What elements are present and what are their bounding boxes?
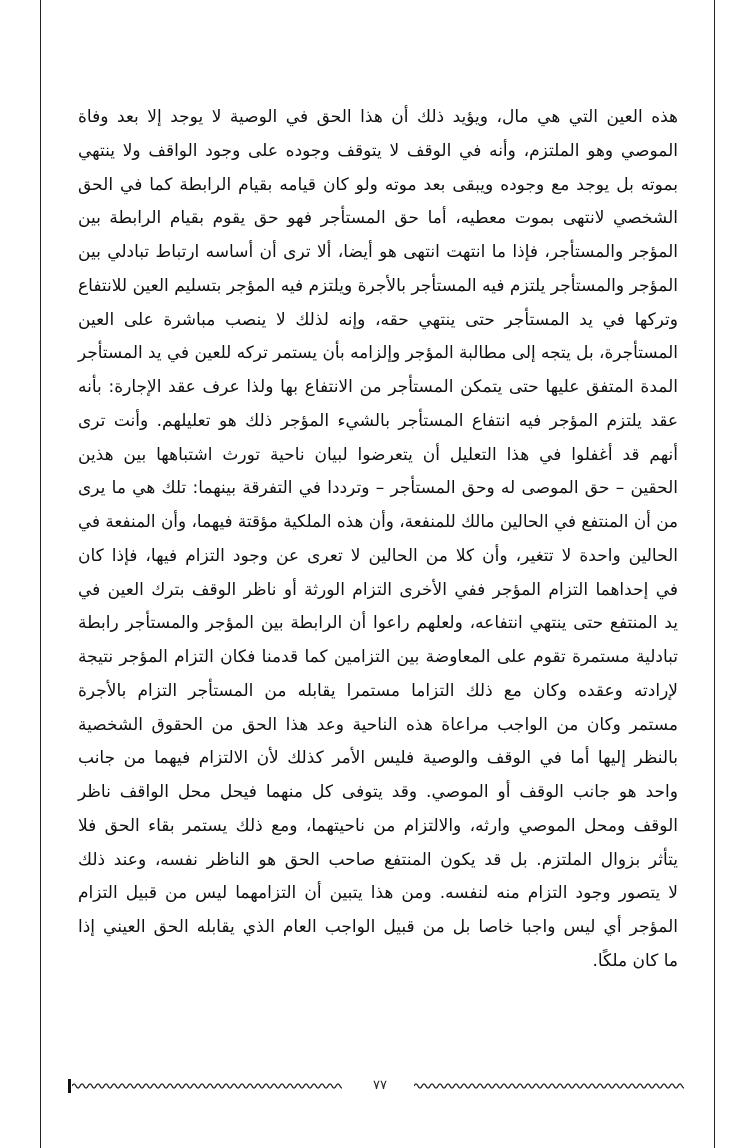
text-line: عقد يلتزم المؤجر فيه انتفاع المستأجر بالشيء المؤجر ذلك هو تعليلهم. وأنت ترى — [78, 410, 678, 431]
text-line: الوقف ومحل الموصي وارثه، والالتزام من ناحيتهما، ومع ذلك يستمر بقاء الحق فلا — [78, 815, 678, 836]
body-text — [78, 101, 678, 979]
text-line: هذه العين التي هي مال، ويؤيد ذلك أن هذا الحق في الوصية لا يوجد إلا بعد وفاة — [78, 107, 678, 127]
page-border-right — [714, 0, 715, 1148]
text-line: أنهم قد أغفلوا في هذا التعليل أن يتعرضوا لبيان ناحية تورث اشتباهها بين هذين — [78, 444, 678, 465]
text-line: في إحداهما التزام المؤجر ففي الأخرى التزام الورثة أو ناظر الوقف بترك العين في — [78, 579, 678, 600]
footer-wavy-rule-left — [72, 1080, 342, 1092]
text-line: بموته بل يوجد مع وجوده ويبقى بعد موته ولو كان قيامه بقيام الرابطة كما في الحق — [78, 174, 678, 195]
text-line: المدة المتفق عليها حتى يتمكن المستأجر من الانتفاع بها ولذا عرف عقد الإجارة: بأنه — [78, 377, 678, 397]
text-line: لا يتصور وجود التزام منه لنفسه. ومن هذا يتبين أن التزامهما ليس من قبيل التزام — [78, 883, 678, 904]
text-line: المؤجر والمستأجر، فإذا ما انتهت انتهى هو أيضا، ألا ترى أن أساسه ارتباط تبادلي بين — [78, 242, 678, 262]
text-line: ما كان ملكًا. — [592, 950, 678, 971]
text-line: واحد هو جانب الوقف أو الموصي. وقد يتوفى كل منهما فيحل محل الواقف ناظر — [78, 782, 678, 802]
text-line: المستأجرة، بل يتجه إلى مطالبة المؤجر وإلزامه بأن يستمر تركه للعين في يد المستأجر — [78, 343, 678, 364]
text-line: الحالين واحدة لا تتغير، وأن كلا من الحالين لا تعرى عن وجود التزام فيها، فإذا كان — [78, 545, 678, 566]
text-line: يد المنتفع حتى ينتهي انتفاعه، ولعلهم راعوا أن الرابطة بين المؤجر والمستأجر رابطة — [78, 613, 678, 634]
footer-bar-mark — [68, 1079, 71, 1093]
text-line: يتأثر بزوال الملتزم. بل قد يكون المنتفع صاحب الحق هو الناظر نفسه، وعند ذلك — [78, 849, 678, 870]
text-line: الموصي وهو الملتزم، وأنه في الوقف لا يتوقف وجوده على وجود الواقف ولا ينتهي — [78, 140, 678, 161]
text-line: تبادلية مستمرة تقوم على المعاوضة بين التزامين كما قدمنا فكان التزام المؤجر نتيجة — [78, 647, 678, 667]
page-footer — [68, 1076, 698, 1096]
text-line: الحقين – حق الموصى له وحق المستأجر – وترددا في التفرقة بينهما: تلك هي ما يرى — [78, 478, 678, 499]
text-line: بالنظر إليها أما في الوقف والوصية فليس الأمر كذلك لأن الالتزام فيهما من جانب — [78, 748, 678, 769]
text-line: لإرادته وعقده وكان مع ذلك التزاما مستمرا يقابله من المستأجر التزام بالأجرة — [78, 680, 678, 701]
text-line: وتركها في يد المستأجر حتى ينتهي حقه، وإنه لذلك لا ينصب مباشرة على العين — [78, 309, 678, 330]
page-border-left — [40, 0, 41, 1148]
page-number: ٧٧ — [373, 1078, 387, 1093]
text-line: من أن المنتفع في الحالين مالك للمنفعة، وأن هذه الملكية مؤقتة فيهما، وأن المنفعة في — [78, 512, 678, 532]
text-line: الشخصي لانتهى بموت معطيه، أما حق المستأجر فهو حق يقوم بقيام الرابطة بين — [78, 208, 678, 229]
footer-wavy-rule-right — [414, 1080, 684, 1092]
text-line: المؤجر والمستأجر يلتزم فيه المستأجر بالأجرة ويلتزم فيه المؤجر بتسليم العين للانتفاع — [78, 275, 678, 296]
text-line: مستمر وكان من الواجب مراعاة هذه الناحية وعد هذا الحق من الحقوق الشخصية — [78, 714, 678, 735]
text-line: المؤجر أي ليس واجبا خاصا بل من قبيل الواجب العام الذي يقابله الحق العيني إذا — [78, 917, 678, 937]
